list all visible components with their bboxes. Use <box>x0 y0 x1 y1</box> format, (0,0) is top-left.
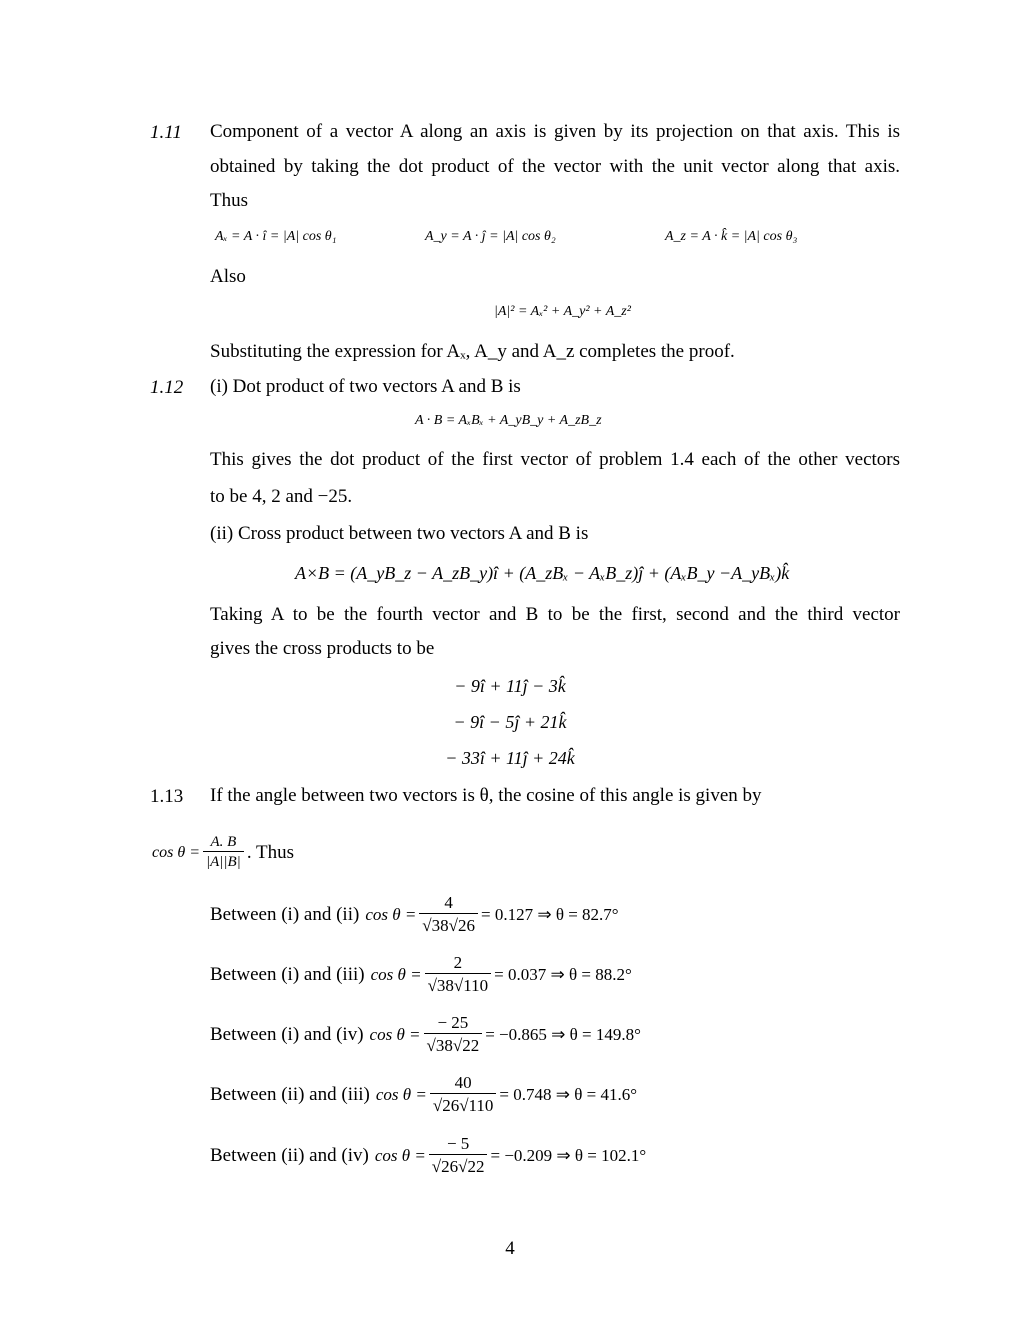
cos-lhs: cos θ = <box>152 843 200 861</box>
sqrt-b: 22 <box>462 1036 480 1055</box>
p112-line1: (i) Dot product of two vectors A and B is <box>210 376 521 397</box>
sqrt-a: 38 <box>431 916 449 935</box>
p111-substitute: Substituting the expression for Aₓ, A_y and A_z completes the proof. <box>210 341 735 362</box>
eq-cross-product: A×B = (A_yB_z − A_zB_y)î + (A_zBₓ − AₓB_z)ĵ + (AₓB_y −A_yBₓ)k̂ <box>295 563 790 583</box>
sqrt-a: 26 <box>442 1096 460 1115</box>
sqrt-b: 26 <box>457 916 475 935</box>
result-value: = 0.748 ⇒ θ = 41.6° <box>499 1084 638 1104</box>
result-numerator: − 5 <box>446 1134 470 1153</box>
angle-result-3 <box>210 1013 641 1056</box>
sqrt-b: 22 <box>467 1157 485 1176</box>
result-value: = 0.037 ⇒ θ = 88.2° <box>494 964 632 984</box>
result-fraction <box>425 953 492 996</box>
result-value: = −0.865 ⇒ θ = 149.8° <box>485 1024 641 1044</box>
cross-product-3: − 33î + 11ĵ + 24k̂ <box>445 748 575 768</box>
sqrt-b: 110 <box>463 976 489 995</box>
result-label: Between (ii) and (iv) <box>210 1144 369 1166</box>
sqrt-a: 38 <box>436 976 454 995</box>
eq-dot-product: A · B = AₓBₓ + A_yB_y + A_zB_z <box>415 413 602 428</box>
p112-line5: Taking A to be the fourth vector and B to be the first, second and the third vector <box>210 604 900 625</box>
problem-number-1-12: 1.12 <box>150 377 184 398</box>
result-denominator: √38√22 <box>424 1033 483 1056</box>
cross-product-1: − 9î + 11ĵ − 3k̂ <box>454 676 566 696</box>
cos-fraction <box>203 834 244 871</box>
result-denominator: √26√22 <box>429 1154 488 1177</box>
result-fraction <box>429 1134 488 1177</box>
eq-ax: Aₓ = A · î = |A| cos θ₁ <box>215 229 337 244</box>
problem-number-1-11: 1.11 <box>150 122 182 143</box>
eq-ay: A_y = A · ĵ = |A| cos θ₂ <box>425 229 556 244</box>
result-label: Between (i) and (iv) <box>210 1023 364 1045</box>
result-value: = 0.127 ⇒ θ = 82.7° <box>480 904 619 924</box>
result-value: = −0.209 ⇒ θ = 102.1° <box>490 1145 647 1165</box>
cos-theta: cos θ = <box>375 1084 427 1104</box>
cos-theta: cos θ = <box>370 964 422 984</box>
result-numerator: 4 <box>444 893 453 912</box>
result-denominator: √38√110 <box>425 973 492 996</box>
eq-az: A_z = A · k̂ = |A| cos θ₃ <box>665 229 798 244</box>
angle-result-5 <box>210 1134 646 1177</box>
cos-theta: cos θ = <box>374 1145 426 1165</box>
sqrt-a: 26 <box>441 1157 459 1176</box>
page-number: 4 <box>505 1238 515 1259</box>
p111-line2: obtained by taking the dot product of the vector with the unit vector along that axis. <box>210 156 900 177</box>
thus-text: . Thus <box>246 841 294 863</box>
result-label: Between (i) and (ii) <box>210 903 360 925</box>
result-fraction <box>430 1073 497 1116</box>
p112-line3: to be 4, 2 and −25. <box>210 486 353 507</box>
angle-result-4 <box>210 1073 637 1116</box>
result-denominator: √38√26 <box>419 913 478 936</box>
sqrt-b: 110 <box>468 1096 494 1115</box>
angle-result-1 <box>210 893 619 936</box>
cos-numerator: A. B <box>210 834 237 850</box>
result-fraction <box>424 1013 483 1056</box>
cos-definition <box>152 834 294 871</box>
angle-result-2 <box>210 953 632 996</box>
result-denominator: √26√110 <box>430 1093 497 1116</box>
result-numerator: − 25 <box>437 1013 469 1032</box>
result-fraction <box>419 893 478 936</box>
cos-theta: cos θ = <box>365 904 417 924</box>
sqrt-a: 38 <box>435 1036 453 1055</box>
p111-line3: Thus <box>210 190 248 211</box>
result-numerator: 40 <box>454 1073 472 1092</box>
p112-line6: gives the cross products to be <box>210 638 435 659</box>
result-label: Between (ii) and (iii) <box>210 1083 370 1105</box>
problem-number-1-13: 1.13 <box>150 786 184 807</box>
p111-also: Also <box>210 266 246 287</box>
p111-line1: Component of a vector A along an axis is given by its projection on that axis. This is <box>210 121 900 142</box>
result-label: Between (i) and (iii) <box>210 963 365 985</box>
cos-theta: cos θ = <box>369 1024 421 1044</box>
cos-denominator: |A||B| <box>203 851 244 871</box>
eq-magnitude: |A|² = Aₓ² + A_y² + A_z² <box>494 304 631 319</box>
p112-line4: (ii) Cross product between two vectors A and B is <box>210 523 589 544</box>
p112-line2: This gives the dot product of the first vector of problem 1.4 each of the other vectors <box>210 449 900 470</box>
cross-product-2: − 9î − 5ĵ + 21k̂ <box>453 712 567 732</box>
result-numerator: 2 <box>453 953 463 972</box>
p113-line1: If the angle between two vectors is θ, the cosine of this angle is given by <box>210 785 762 806</box>
